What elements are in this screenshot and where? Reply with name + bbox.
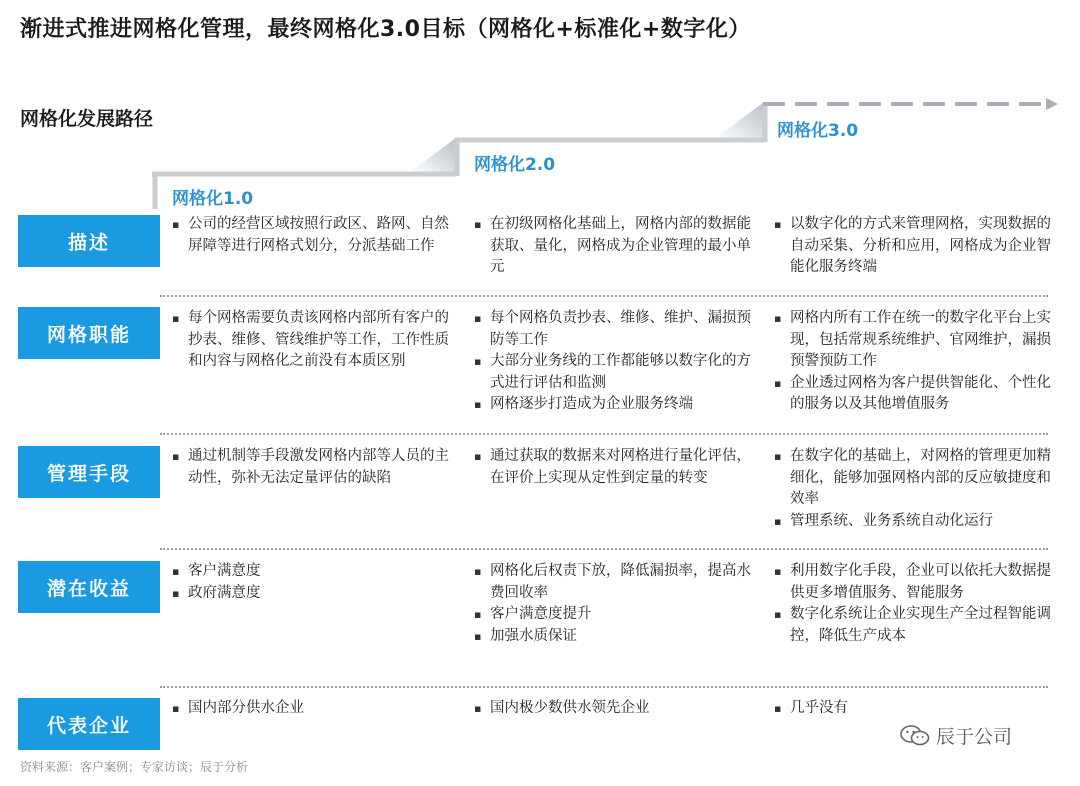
list-item: ▪ 利用数字化手段，企业可以依托大数据提供更多增值服务、智能服务 bbox=[770, 561, 1056, 604]
stage-label-1: 网格化1.0 bbox=[172, 189, 254, 209]
list-item: ▪ 通过机制等手段激发网格内部等人员的主动性，弥补无法定量评估的缺陷 bbox=[168, 446, 456, 489]
list-item: ▪ 管理系统、业务系统自动化运行 bbox=[770, 511, 1056, 533]
cell-description-1 bbox=[168, 214, 456, 257]
list-item: ▪ 在数字化的基础上，对网格的管理更加精细化，能够加强网格内部的反应敏捷度和效率 bbox=[770, 446, 1056, 511]
cell-potential-benefit-1 bbox=[168, 561, 456, 604]
list-item: ▪ 国内部分供水企业 bbox=[168, 698, 456, 720]
section-subtitle: 网格化发展路径 bbox=[20, 108, 154, 130]
source-note: 资料来源：客户案例；专家访谈；辰于分析 bbox=[20, 760, 249, 774]
list-item: ▪ 每个网格负责抄表、维修、维护、漏损预防等工作 bbox=[470, 308, 762, 351]
list-item: ▪ 每个网格需要负责该网格内部所有客户的抄表、维修、管线维护等工作，工作性质和内容与网格化之前没有本质区别 bbox=[168, 308, 456, 373]
cell-representative-enterprise-1 bbox=[168, 698, 456, 720]
list-item: ▪ 客户满意度 bbox=[168, 561, 456, 583]
cell-management-means-3 bbox=[770, 446, 1056, 532]
row-divider bbox=[160, 433, 1048, 435]
cell-representative-enterprise-3 bbox=[770, 698, 1056, 720]
cell-grid-function-1 bbox=[168, 308, 456, 373]
category-management-means: 管理手段 bbox=[18, 446, 160, 498]
list-item: ▪ 政府满意度 bbox=[168, 583, 456, 605]
cell-management-means-1 bbox=[168, 446, 456, 489]
list-item: ▪ 在初级网格化基础上，网格内部的数据能获取、量化，网格成为企业管理的最小单元 bbox=[470, 214, 762, 279]
row-divider bbox=[160, 548, 1048, 550]
category-description: 描述 bbox=[18, 215, 160, 267]
stage-label-3: 网格化3.0 bbox=[777, 121, 859, 141]
list-item: ▪ 网格内所有工作在统一的数字化平台上实现，包括常规系统维护、官网维护，漏损预警预防工作 bbox=[770, 308, 1056, 373]
cell-management-means-2 bbox=[470, 446, 762, 489]
stair-riser-2 bbox=[716, 102, 764, 138]
category-representative-enterprise: 代表企业 bbox=[18, 698, 160, 750]
cell-grid-function-3 bbox=[770, 308, 1056, 416]
list-item: ▪ 以数字化的方式来管理网格，实现数据的自动采集、分析和应用，网格成为企业智能化服务终端 bbox=[770, 214, 1056, 279]
roadmap-arrowhead bbox=[1046, 98, 1058, 110]
list-item: ▪ 数字化系统让企业实现生产全过程智能调控，降低生产成本 bbox=[770, 604, 1056, 647]
list-item: ▪ 企业透过网格为客户提供智能化、个性化的服务以及其他增值服务 bbox=[770, 373, 1056, 416]
cell-potential-benefit-3 bbox=[770, 561, 1056, 647]
cell-description-3 bbox=[770, 214, 1056, 279]
row-divider bbox=[160, 686, 1048, 688]
row-divider bbox=[160, 295, 1048, 297]
stage-label-2: 网格化2.0 bbox=[474, 155, 556, 175]
cell-grid-function-2 bbox=[470, 308, 762, 416]
watermark-text: 辰于公司 bbox=[936, 726, 1013, 748]
wechat-icon bbox=[900, 724, 930, 748]
watermark bbox=[900, 722, 1012, 749]
list-item: ▪ 网格化后权责下放，降低漏损率，提高水费回收率 bbox=[470, 561, 762, 604]
list-item: ▪ 通过获取的数据来对网格进行量化评估，在评价上实现从定性到定量的转变 bbox=[470, 446, 762, 489]
list-item: ▪ 客户满意度提升 bbox=[470, 604, 762, 626]
list-item: ▪ 几乎没有 bbox=[770, 698, 1056, 720]
list-item: ▪ 大部分业务线的工作都能够以数字化的方式进行评估和监测 bbox=[470, 351, 762, 394]
cell-potential-benefit-2 bbox=[470, 561, 762, 647]
list-item: ▪ 加强水质保证 bbox=[470, 626, 762, 648]
cell-representative-enterprise-2 bbox=[470, 698, 762, 720]
list-item: ▪ 网格逐步打造成为企业服务终端 bbox=[470, 394, 762, 416]
page-title: 渐进式推进网格化管理，最终网格化3.0目标（网格化+标准化+数字化） bbox=[20, 17, 751, 42]
stair-riser-1 bbox=[410, 138, 456, 172]
list-item: ▪ 公司的经营区域按照行政区、路网、自然屏障等进行网格式划分，分派基础工作 bbox=[168, 214, 456, 257]
list-item: ▪ 国内极少数供水领先企业 bbox=[470, 698, 762, 720]
category-grid-function: 网格职能 bbox=[18, 307, 160, 359]
category-potential-benefit: 潜在收益 bbox=[18, 561, 160, 613]
cell-description-2 bbox=[470, 214, 762, 279]
